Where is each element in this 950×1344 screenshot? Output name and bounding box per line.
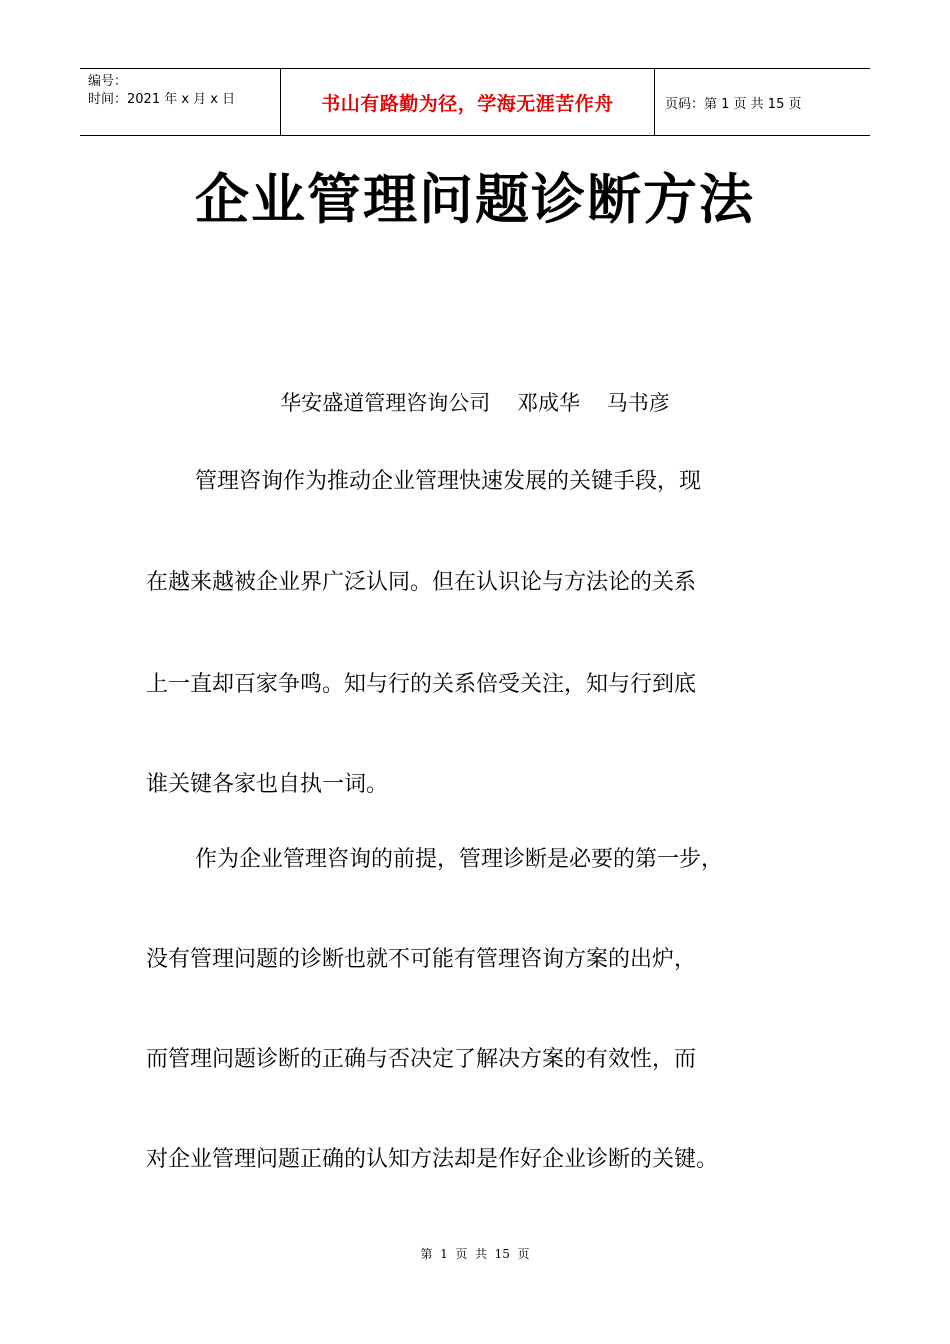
body-line: 在越来越被企业界广泛认同。但在认识论与方法论的关系 [146, 570, 697, 595]
body-line: 没有管理问题的诊断也就不可能有管理咨询方案的出炉， [146, 947, 697, 972]
header-page-cell [655, 69, 870, 135]
document-number-label: 编号： [88, 74, 128, 89]
body-line: 而管理问题诊断的正确与否决定了解决方案的有效性，而 [146, 1047, 697, 1072]
header-motto: 书山有路勤为径，学海无涯苦作舟 [321, 92, 614, 115]
header-meta-cell [80, 69, 281, 135]
document-authors: 华安盛道管理咨询公司 邓成华 马书彦 [280, 391, 670, 415]
header-page-info: 页码：第 1 页 共 15 页 [665, 96, 802, 112]
header-table [80, 68, 870, 136]
body-line: 上一直却百家争鸣。知与行的关系倍受关注，知与行到底 [146, 672, 697, 697]
document-title: 企业管理问题诊断方法 [195, 168, 755, 231]
body-line: 作为企业管理咨询的前提，管理诊断是必要的第一步， [195, 847, 724, 872]
document-time-label: 时间：2021 年 x 月 x 日 [88, 92, 236, 107]
header-motto-cell [281, 69, 655, 135]
body-line: 管理咨询作为推动企业管理快速发展的关键手段，现 [195, 469, 702, 494]
page-footer: 第 1 页 共 15 页 [420, 1247, 530, 1261]
body-line: 对企业管理问题正确的认知方法却是作好企业诊断的关键。 [146, 1147, 719, 1172]
body-line: 谁关键各家也自执一词。 [146, 772, 389, 797]
